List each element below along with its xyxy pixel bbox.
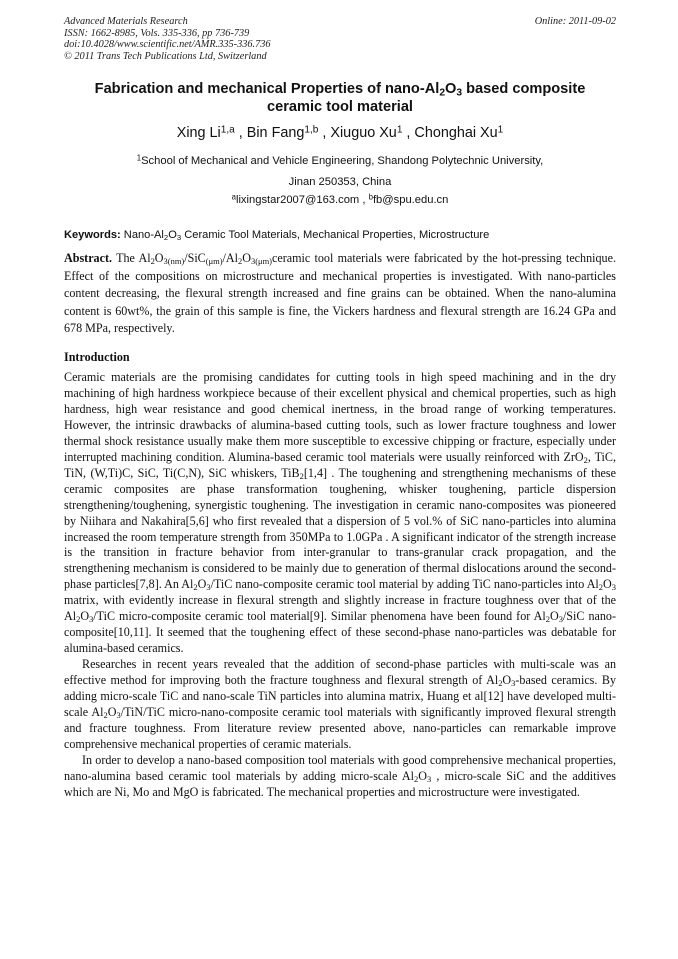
title-line-1: Fabrication and mechanical Properties of nano-$Al_2O_3$ based composite	[94, 81, 586, 99]
paragraph: Researches in recent years revealed that the addition of second-phase particles with multi-scale was an effective method for improving both the fracture toughness and flexural strength of $Al_2O_3$-based ceramics. By adding micro-scale TiC and nano-scale TiN particles into alumina matrix, Huang et al[12] have developed multi-scale $Al_2O_3/TiN$/TiC micro-nano-composite ceramic tool materials with significantly improved flexural strength and fracture toughness. From literature review presented above, nano-particles can remarkable improve comprehensive mechanical properties of ceramic materials.	[64, 657, 616, 751]
author-emails: $^a$lixingstar2007@163.com , $^b$fb@spu.edu.cn	[231, 192, 449, 206]
online-date: Online: 2011-09-02	[534, 16, 616, 27]
email-link[interactable]: fb@spu.edu.cn	[372, 194, 449, 206]
keywords: Keywords: Nano-$Al_2O_3$ Ceramic Tool Materials, Mechanical Properties, Microstructure	[64, 229, 490, 242]
paragraph: In order to develop a nano-based composition tool materials with good comprehensive mechanical properties, nano-alumina based ceramic tool materials by adding micro-scale $Al_2O_3$ , micro-scale SiC and the additives which are Ni, Mo and MgO is fabricated. The mechanical properties and microstructure were investigated.	[64, 752, 616, 799]
introduction-body	[64, 370, 616, 801]
affiliation: $^1$School of Mechanical and Vehicle Engineering, Shandong Polytechnic University, Jinan 250353, China	[136, 153, 544, 188]
journal-copyright: © 2011 Trans Tech Publications Ltd, Switzerland	[64, 51, 267, 63]
paper-title	[40, 81, 640, 116]
abstract: Abstract. The $Al_2O_{3(nm)}/SiC_{(\mu m)}/Al_2O_{3(\mu m)}ceramic$ tool materials were fabricated by the hot-pressing technique. Effect of the compositions on microstructure and mechanical properties is investigated. With nano-particles content decreasing, the flexural strength increased and fine grains can be obtained. When the nano-alumina content is 60wt%, the grain of this sample is fine, the Vickers hardness and flexural strength are 16.24 GPa and 678 MPa, respectively.	[64, 251, 616, 336]
journal-name: Advanced Materials Research	[64, 16, 188, 27]
author: Xiuguo Xu$^1$	[330, 124, 403, 141]
journal-issn: ISSN: 1662-8985, Vols. 335-336, pp 736-739	[64, 27, 250, 39]
author: Xing Li$^{1,a}$	[176, 124, 235, 141]
journal-header	[64, 16, 616, 63]
author-list: Xing Li$^{1,a}$ , Bin Fang$^{1,b}$ , Xiuguo Xu$^1$ , Chonghai Xu$^1$	[176, 124, 504, 141]
keywords-label: Keywords:	[64, 229, 121, 241]
title-line-2: ceramic tool material	[266, 98, 413, 115]
email-link[interactable]: lixingstar2007@163.com	[235, 194, 360, 206]
author: Chonghai Xu$^1$	[414, 124, 504, 141]
paragraph: Ceramic materials are the promising candidates for cutting tools in high speed machining and in the dry machining of high hardness workpiece because of their excellent physical and chemical properties, such as high hardness, high wear resistance and good chemical inertness, in the broad range of working temperatures. However, the intrinsic drawbacks of alumina-based cutting tools, such as lower fracture toughness and lower thermal shock resistance usually make them more susceptible to excessive chipping or fracture, especially under interrupted machining condition. Alumina-based ceramic tool materials were usually reinforced with ZrO$_2$, TiC, TiN, (W,Ti)C, SiC, Ti(C,N), SiC whiskers, TiB$_2$[1,4] . The toughening and strengthening mechanisms of these ceramic composites are phase transformation toughening, whisker toughening, particle dispersion strengthening/toughening, synergistic toughening. The investigation in ceramic nano-composites was pioneered by Niihara and Nakahira[5,6] who first revealed that a dispersion of 5 vol.% of SiC nano-particles into alumina increased the room temperature strength from 350MPa to 1.0GPa . A significant indicator of the strength increase is the transition in fracture behavior from inter-granular to trans-granular crack propagation, and the strengthening mechanism is considered to be mainly due to generation of thermal dislocations around the second-phase particles[7,8]. An $Al_2O_3$/TiC nano-composite ceramic tool material by adding TiC nano-particles into $Al_2O_3$ matrix, with evidently increase in flexural strength and slightly increase in fracture toughness over that of the $Al_2O_3$/TiC micro-composite ceramic tool material[9]. Similar phenomena have been found for $Al_2O_3$/SiC nano-composite[10,11]. It seemed that the toughening effect of these second-phase nano-particles was debatable for alumina-based ceramics.	[64, 370, 617, 656]
journal-doi: doi:10.4028/www.scientific.net/AMR.335-336.736	[64, 39, 271, 51]
section-heading: Introduction	[64, 350, 130, 364]
abstract-label: Abstract.	[64, 251, 113, 265]
author: Bin Fang$^{1,b}$	[246, 124, 319, 141]
